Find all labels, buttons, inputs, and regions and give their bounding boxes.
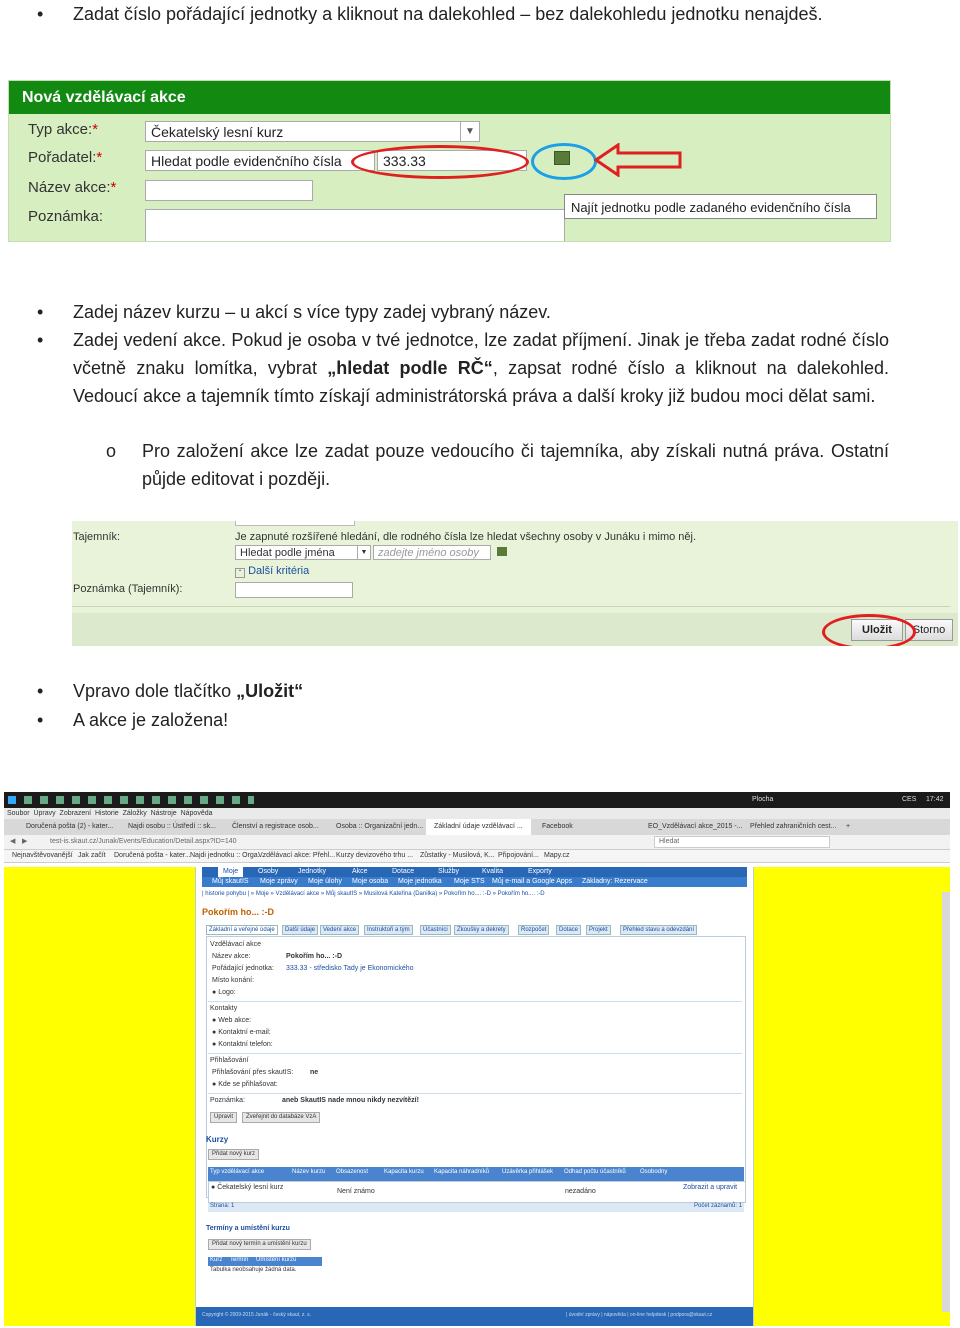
column-header: Osobodny: [640, 1169, 668, 1175]
section-title: Kontakty: [210, 1005, 238, 1012]
binoculars-icon[interactable]: [497, 547, 507, 556]
windows-icon[interactable]: [8, 796, 16, 804]
subnav-item[interactable]: Moje úlohy: [308, 878, 342, 885]
secretary-note-input[interactable]: [235, 582, 353, 598]
chevron-up-icon: ⌃: [235, 568, 245, 578]
field-edge: [235, 521, 355, 526]
menu-item[interactable]: Zobrazení: [59, 810, 92, 817]
page-tab[interactable]: Instruktoři a tým: [364, 925, 413, 935]
nav-item[interactable]: Akce: [352, 868, 368, 875]
page-tab[interactable]: Projekt: [586, 925, 611, 935]
menu-item[interactable]: Nápověda: [180, 810, 213, 817]
page-tab[interactable]: Přehled stavu a odevzdání: [620, 925, 697, 935]
subnav-item[interactable]: Moje zprávy: [260, 878, 298, 885]
field-value: aneb SkautIS nade mnou nikdy nezvítězí!: [282, 1097, 419, 1104]
sub-nav: [202, 877, 747, 887]
nav-item[interactable]: Služby: [438, 868, 460, 875]
terms-table-header: [208, 1257, 322, 1266]
save-button[interactable]: Uložit: [851, 619, 903, 641]
table-footer: [208, 1203, 744, 1212]
binoculars-icon[interactable]: [554, 151, 570, 165]
divider: [208, 1001, 742, 1002]
subnav-item[interactable]: Můj e-mail a Google Apps: [492, 878, 573, 885]
menu-item[interactable]: Úpravy: [33, 810, 56, 817]
bookmark[interactable]: Připojování...: [498, 852, 539, 859]
field-label: ● Logo:: [212, 989, 236, 996]
highlight-ellipse: [351, 145, 529, 179]
table-row[interactable]: [208, 1181, 746, 1203]
subnav-item[interactable]: Můj skautIS: [212, 878, 249, 885]
bookmark[interactable]: Kurzy devizového trhu ...: [336, 852, 414, 859]
taskbar-icons: [24, 796, 254, 804]
form-header: Nová vzdělávací akce: [9, 81, 890, 114]
browser-tab[interactable]: Přehled zahraničních cest...: [750, 823, 837, 830]
cancel-button[interactable]: Storno: [905, 619, 953, 641]
bookmark[interactable]: Mapy.cz: [544, 852, 570, 859]
url-input[interactable]: test-is.skaut.cz/Junak/Events/Education/Detail.aspx?ID=140: [50, 838, 237, 845]
nav-item[interactable]: Osoby: [258, 868, 279, 875]
field-label: Název akce:: [212, 953, 251, 960]
field-label: Přihlašování přes skautIS:: [212, 1069, 294, 1076]
label-secretary: Tajemník:: [73, 531, 121, 543]
scrollbar[interactable]: [942, 892, 950, 1312]
nav-item[interactable]: Kvalita: [482, 868, 504, 875]
page-tabs: [206, 925, 746, 935]
field-label: ● Web akce:: [212, 1017, 252, 1024]
subnav-item[interactable]: Základny: Rezervace: [582, 878, 648, 885]
footer-links[interactable]: | úvodní zprávy | nápověda | on-line helpdesk | podpora@skaut.cz: [566, 1312, 713, 1318]
page-tab[interactable]: Další údaje: [282, 925, 318, 935]
browser-tab[interactable]: Osoba :: Organizační jedn...: [336, 823, 424, 830]
browser-tab[interactable]: Najdi osobu :: Ústředí :: sk...: [128, 823, 216, 830]
main-nav: [202, 867, 747, 877]
menu-item[interactable]: Nástroje: [150, 810, 177, 817]
nav-item[interactable]: Jednotky: [298, 868, 327, 875]
breadcrumb: | historie pohybu | » Moje » Vzdělávací akce » Můj skautIS » Musilová Kateřina (Danilka) » Pokořím ho.... :-D » Pokořím ho.... :-D: [202, 891, 545, 897]
browser-tab-active[interactable]: Základní údaje vzdělávací ...: [426, 819, 531, 835]
field-label: Poznámka:: [210, 1097, 246, 1104]
column-header: Kapacita náhradníků: [434, 1169, 490, 1175]
highlight-ellipse: [822, 614, 916, 646]
bullet-text: Zadat číslo pořádající jednotky a kliknout na dalekohled – bez dalekohledu jednotku nenajdeš.: [73, 4, 823, 24]
nav-item[interactable]: Exporty: [528, 868, 552, 875]
column-header: Kapacita kurzu: [384, 1169, 424, 1175]
page-tab[interactable]: Vedení akce: [320, 925, 359, 935]
field-label: ● Kde se přihlašovat:: [212, 1081, 278, 1088]
add-term-button[interactable]: Přidat nový termín a umístění kurzu: [208, 1239, 311, 1250]
field-label: Místo konání:: [212, 977, 255, 984]
browser-tab[interactable]: Facebook: [542, 823, 573, 830]
chevron-down-icon: ▼: [460, 122, 479, 141]
divider: [208, 1093, 742, 1094]
forward-icon[interactable]: ▶: [22, 838, 28, 845]
subnav-item[interactable]: Moje STS: [454, 878, 485, 885]
organizer-number-input[interactable]: 333.33: [377, 150, 527, 171]
bookmark[interactable]: Jak začít: [78, 852, 106, 859]
table-cell: Není známo: [337, 1188, 375, 1195]
browser-tab[interactable]: Doručená pošta (2) - kater...: [26, 823, 114, 830]
page-tab[interactable]: Základní a veřejné údaje: [206, 925, 278, 935]
column-header: Název kurzu: [292, 1169, 326, 1175]
bullet-save: • Vpravo dole tlačítko „Uložit“: [73, 677, 889, 705]
taskbar: [4, 792, 950, 808]
page-tab[interactable]: Účastníci: [420, 925, 451, 935]
search-mode-select[interactable]: Hledat podle jména ▼: [235, 545, 371, 560]
bookmark[interactable]: Doručená pošta - kater...: [114, 852, 191, 859]
field-value: Pokořím ho... :-D: [286, 953, 342, 960]
detail-panel: [206, 936, 746, 1198]
page-title: Pokořím ho... :-D: [202, 907, 274, 917]
column-header: Uzávěrka přihlášek: [502, 1169, 554, 1175]
column-header: Kurz: [210, 1257, 223, 1263]
clock: 17:42: [926, 796, 944, 803]
column-header: Obsazenost: [336, 1169, 369, 1175]
screenshot-browser: [4, 792, 950, 1326]
empty-table-message: Tabulka neobsahuje žádná data.: [210, 1267, 297, 1273]
browser-tab[interactable]: Členství a registrace osob...: [232, 823, 319, 830]
section-title-terms: Termíny a umístění kurzu: [206, 1225, 290, 1232]
bookmarks-bar: [4, 850, 950, 863]
bookmark[interactable]: Nejnavštěvovanější: [12, 852, 73, 859]
organizer-mode-select[interactable]: Hledat podle evidenčního čísla: [145, 150, 375, 171]
bullet-done: • A akce je založena!: [73, 706, 889, 734]
bookmark[interactable]: Najdi jednotku :: Orga...: [190, 852, 264, 859]
back-icon[interactable]: ◀: [10, 838, 16, 845]
person-name-input[interactable]: zadejte jméno osoby: [373, 545, 491, 560]
label-note: Poznámka:: [28, 208, 104, 225]
section-title-courses: Kurzy: [206, 1135, 229, 1144]
divider: [72, 606, 950, 607]
bookmark[interactable]: Zůstatky - Musilová, K...: [420, 852, 495, 859]
record-count: Počet záznamů: 1: [694, 1203, 743, 1209]
new-tab-icon[interactable]: +: [846, 823, 851, 830]
screenshot-new-event-form: [8, 80, 891, 242]
label-secretary-note: Poznámka (Tajemník):: [73, 583, 183, 595]
view-edit-link[interactable]: Zobrazit a upravit: [683, 1184, 738, 1191]
field-label: ● Kontaktní e-mail:: [212, 1029, 271, 1036]
table-cell: nezadáno: [565, 1188, 596, 1195]
skautis-page: [195, 867, 754, 1326]
field-label: ● Kontaktní telefon:: [212, 1041, 273, 1048]
page-tab[interactable]: Rozpočet: [518, 925, 549, 935]
publish-button[interactable]: Zveřejnit do databáze VzA: [242, 1112, 320, 1123]
arrow-icon: [594, 143, 684, 177]
label-event-type: Typ akce:*: [28, 121, 99, 138]
page-tab[interactable]: Zkoušky a dekrety: [454, 925, 509, 935]
section-title: Přihlašování: [210, 1057, 249, 1064]
add-course-button[interactable]: Přidat nový kurz: [208, 1149, 259, 1160]
menu-item[interactable]: Soubor: [7, 810, 30, 817]
column-header: Umístění kurzu: [256, 1257, 297, 1263]
bullet-leadership: • Zadej vedení akce. Pokud je osoba v tvé jednotce, lze zadat příjmení. Jinak je třeba zadat rodné číslo včetně znaku lomítka, vybrat „hledat podle RČ“, zapsat rodné číslo a kliknout na dalekohled. Vedoucí akce a tajemník tímto získají administrátorská práva a další kroky již budou moci dělat sami.: [73, 326, 889, 410]
subbullet-rights: o Pro založení akce lze zadat pouze vedoucího či tajemníka, aby získali nutná práva. Ostatní půjde editovat i později.: [142, 437, 889, 493]
tab-bar: [4, 819, 950, 835]
nav-item[interactable]: Moje: [218, 867, 243, 877]
bullet-unit-number: [73, 0, 889, 28]
edit-button[interactable]: Upravit: [210, 1112, 237, 1123]
page-number: Strana: 1: [210, 1203, 235, 1209]
subnav-item[interactable]: Moje jednotka: [398, 878, 442, 885]
bullet-course-name: • Zadej název kurzu – u akcí s více typy zadej vybraný název.: [73, 298, 889, 326]
page-footer: [196, 1307, 753, 1326]
screenshot-secretary-form: [72, 521, 958, 646]
chevron-down-icon: ▼: [357, 546, 370, 559]
label-event-name: Název akce:*: [28, 179, 117, 196]
event-type-select[interactable]: Čekatelský lesní kurz ▼: [145, 121, 480, 142]
column-header: Typ vzdělávací akce: [210, 1169, 265, 1175]
field-value: 333.33 - středisko Tady je Ekonomického: [286, 965, 414, 972]
courses-table-header: [208, 1167, 744, 1181]
field-value: ne: [310, 1069, 319, 1076]
label-organizer: Pořadatel:*: [28, 149, 103, 166]
event-name-input[interactable]: [145, 180, 313, 201]
page-tab[interactable]: Dotace: [556, 925, 581, 935]
subnav-item[interactable]: Moje osoba: [352, 878, 389, 885]
divider: [208, 1053, 742, 1054]
table-cell: ● Čekatelský lesní kurz: [211, 1184, 284, 1191]
desktop-label: Plocha: [752, 796, 774, 803]
bookmark[interactable]: Vzdělávací akce: Přehl...: [258, 852, 336, 859]
lang-label: CES: [902, 796, 917, 803]
address-bar: [4, 835, 950, 850]
copyright: Copyright © 2009-2015 Junák - český skaut, z. s.: [202, 1312, 312, 1318]
column-header: Odhad počtu účastníků: [564, 1169, 626, 1175]
menu-item[interactable]: Záložky: [122, 810, 147, 817]
section-title: Vzdělávací akce: [210, 941, 261, 948]
menu-item[interactable]: Historie: [94, 810, 119, 817]
menu-bar: [4, 808, 950, 819]
field-label: Pořádající jednotka:: [212, 965, 274, 972]
search-input[interactable]: Hledat: [654, 836, 830, 848]
more-criteria-link[interactable]: ⌃ Další kritéria: [235, 565, 309, 578]
browser-tab[interactable]: EO_Vzdělávací akce_2015 -...: [648, 823, 743, 830]
tooltip: Najít jednotku podle zadaného evidenčního čísla: [564, 194, 877, 219]
search-info: Je zapnuté rozšířené hledání, dle rodného čísla lze hledat všechny osoby v Junáku i mimo něj.: [235, 531, 697, 543]
nav-item[interactable]: Dotace: [392, 868, 415, 875]
note-textarea[interactable]: [145, 209, 565, 241]
column-header: Termín: [230, 1257, 249, 1263]
